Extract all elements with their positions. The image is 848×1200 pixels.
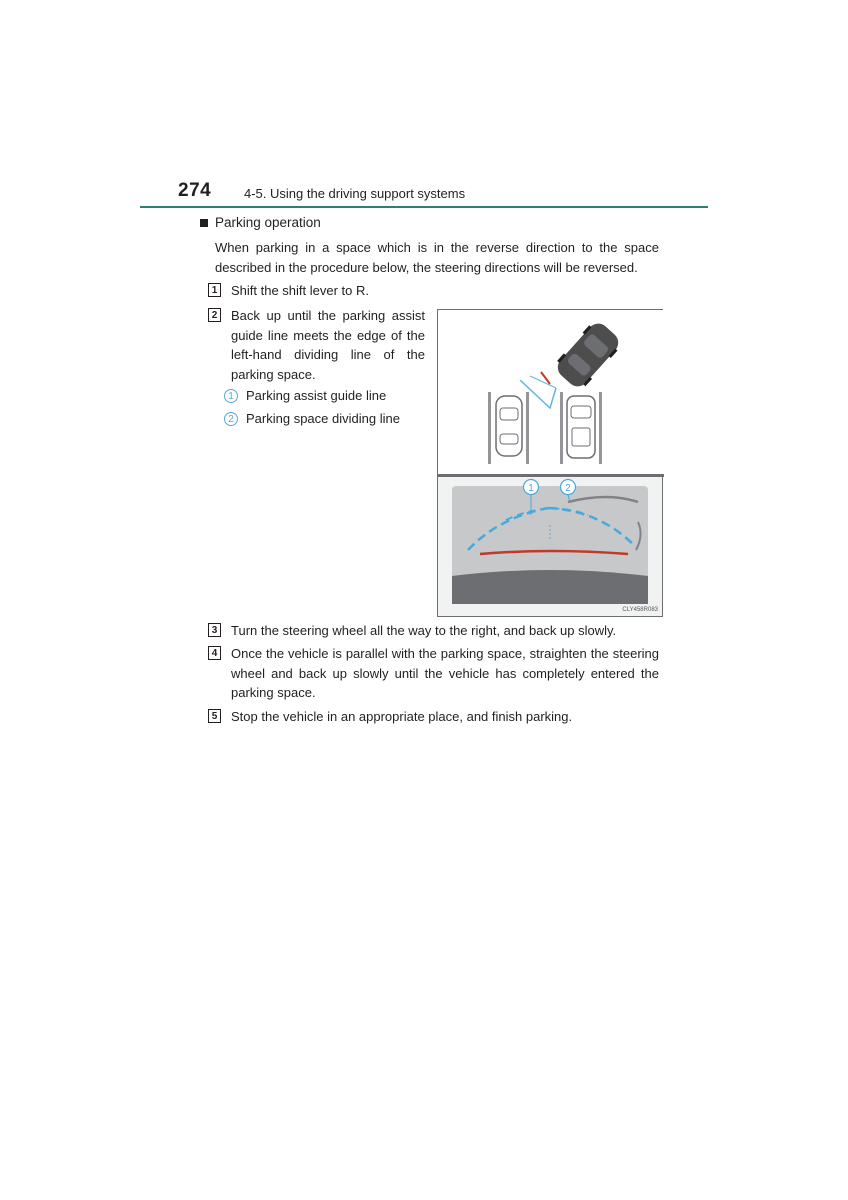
step-text: Turn the steering wheel all the way to the right, and back up slowly. (231, 623, 617, 638)
step-number: 2 (208, 308, 221, 322)
marker-1-label: 1 (528, 483, 534, 494)
step-text: Once the vehicle is parallel with the parking space, straighten the steering wheel and back up slowly until the vehicle has completely entered the parking space. (231, 646, 659, 700)
step-text: Back up until the parking assist guide line meets the edge of the left-hand dividing line of the parking space. (231, 308, 425, 382)
dividing-line-right (599, 392, 602, 464)
callout-number-circle: 2 (224, 412, 238, 426)
intro-paragraph: When parking in a space which is in the reverse direction to the space described in the procedure below, the steering directions will be reversed. (215, 240, 659, 275)
step-text: Stop the vehicle in an appropriate place, and finish parking. (231, 709, 573, 724)
dividing-line-middle (526, 392, 529, 464)
figure-separator (438, 474, 664, 477)
step-number: 1 (208, 283, 221, 297)
subsection-heading (200, 215, 321, 230)
header-rule (140, 206, 708, 208)
vehicle-bumper-view (452, 576, 648, 604)
callout-number-circle: 1 (224, 389, 238, 403)
callout-text: Parking space dividing line (246, 411, 400, 426)
figure-code: CLY458R083 (622, 607, 658, 613)
parked-car-1 (496, 396, 522, 456)
parked-car-2 (567, 396, 595, 458)
step-number: 5 (208, 709, 221, 723)
parking-diagram-svg (438, 310, 664, 618)
overhead-scene-bg (438, 310, 664, 475)
parking-illustration (437, 309, 663, 617)
section-title: 4-5. Using the driving support systems (244, 186, 466, 201)
dividing-line-left (488, 392, 491, 464)
heading-text: Parking operation (215, 215, 321, 230)
step-number: 3 (208, 623, 221, 637)
square-bullet-icon (200, 219, 208, 227)
marker-2-label: 2 (565, 483, 571, 494)
callout-text: Parking assist guide line (246, 388, 387, 403)
dividing-line-center (560, 392, 563, 464)
callout-1 (224, 388, 386, 403)
step-text: Shift the shift lever to R. (231, 283, 370, 298)
callout-2 (224, 411, 400, 426)
page-number: 274 (178, 180, 212, 201)
step-number: 4 (208, 646, 221, 660)
